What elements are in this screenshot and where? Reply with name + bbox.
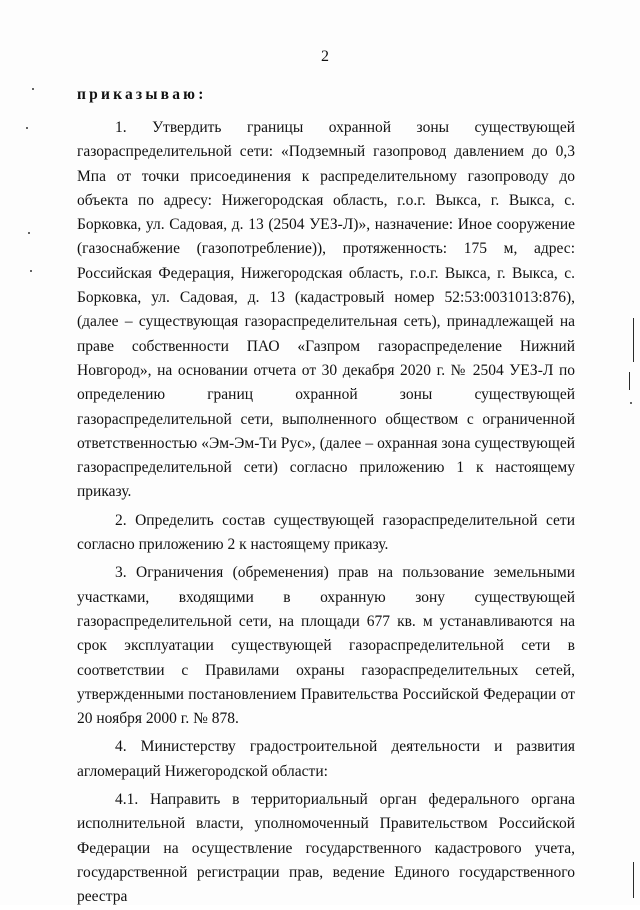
scan-speck xyxy=(630,402,632,404)
paragraph-2: 2. Определить состав существующей газораспределительной сети согласно приложению 2 к настоящему приказу. xyxy=(77,511,575,554)
document-body xyxy=(77,116,575,910)
scan-edge-mark xyxy=(633,318,634,362)
paragraph-4: 4. Министерству градостроительной деятельности и развития агломераций Нижегородской области: xyxy=(77,738,575,780)
scan-edge-mark xyxy=(633,862,634,898)
scan-speck xyxy=(28,232,30,234)
scan-speck xyxy=(32,88,34,90)
page-number: 2 xyxy=(321,48,329,65)
order-heading: приказываю: xyxy=(77,86,207,103)
scan-speck xyxy=(26,127,28,129)
paragraph-3: 3. Ограничения (обременения) прав на пользование земельными участками, входящими в охранную зону существующей газораспределительной сети, на площади 677 кв. м устанавливаются на срок эксплуатации существующей газораспределительной сети в соответствии с Правилами охраны газораспределительных сетей, утвержденными постановлением Правительства Российской Федерации от 20 ноября 2000 г. № 878. xyxy=(77,564,575,728)
paragraph-1: 1. Утвердить границы охранной зоны существующей газораспределительной сети: «Подземный газопровод давлением до 0,3 Мпа от точки присоединения к распределительному газопроводу до объекта по адресу: Нижегородская область, г.о.г. Выкса, г. Выкса, с. Борковка, ул. Садовая, д. 13 (2504 УЕЗ-Л)», назначение: Иное сооружение (газоснабжение (газопотребление)), протяженность: 175 м, адрес: Российская Федерация, Нижегородская область, г.о.г. Выкса, г. Выкса, с. Борковка, ул. Садовая, д. 13 (кадастровый номер 52:53:0031013:876), (далее – существующая газораспределительная сеть), принадлежащей на праве собственности ПАО «Газпром газораспределение Нижний Новгород», на основании отчета от 30 декабря 2020 г. № 2504 УЕЗ-Л по определению границ охранной зоны существующей газораспределительной сети, выполненного обществом с ограниченной ответственностью «Эм-Эм-Ти Рус», (далее – охранная зона существующей газораспределительной сети) согласно приложению 1 к настоящему приказу. xyxy=(77,119,575,501)
paragraph-4-1: 4.1. Направить в территориальный орган федерального органа исполнительной власти, уполномоченный Правительством Российской Федерации на осуществление государственного кадастрового учета, государственной регистрации прав, ведение Единого государственного реестра xyxy=(77,791,575,906)
scan-speck xyxy=(30,270,32,272)
scan-edge-mark xyxy=(629,372,630,390)
